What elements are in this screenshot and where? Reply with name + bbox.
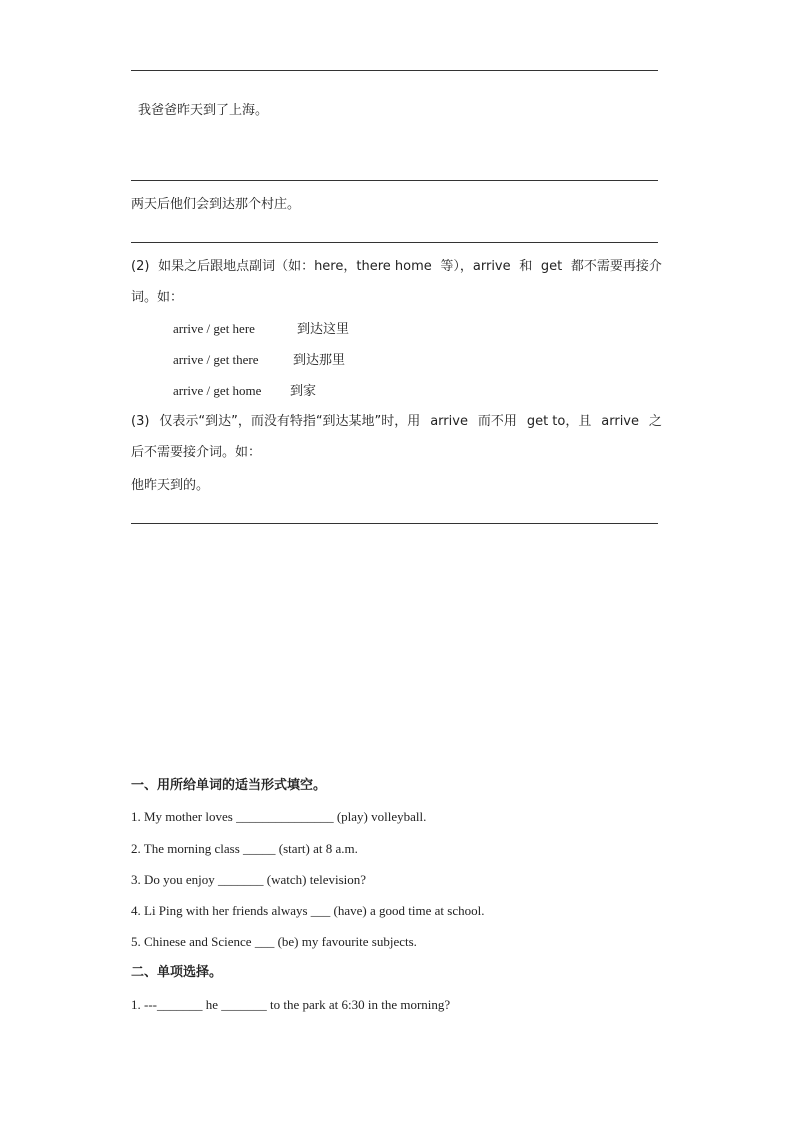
exercise-item: 1. My mother loves _______________ (play) volleyball. (131, 809, 427, 824)
answer-rule-top (131, 70, 658, 71)
example-english: arrive / get home (173, 383, 262, 398)
example-english: arrive / get here (173, 321, 255, 336)
answer-rule-1 (131, 180, 658, 181)
answer-rule-3 (131, 523, 658, 524)
example-chinese: 到家 (290, 384, 317, 399)
rule-3-line-2: 后不需要接介词。如： (131, 445, 262, 460)
example-pair (173, 351, 345, 370)
example-sentence-1: 我爸爸昨天到了上海。 (138, 103, 269, 118)
example-english: arrive / get there (173, 352, 259, 367)
exercise-item: 3. Do you enjoy _______ (watch) television? (131, 872, 367, 887)
example-chinese: 到达这里 (297, 322, 350, 337)
rule-3-line-1: (3) 仅表示“到达”，而没有特指“到达某地”时，用 arrive 而不用 get to，且 arrive 之 (131, 414, 662, 429)
example-pair (173, 320, 349, 339)
example-chinese: 到达那里 (293, 353, 346, 368)
rule-2-line-1: (2) 如果之后跟地点副词（如：here，there home 等），arrive 和 get 都不需要再接介 (131, 259, 662, 274)
answer-rule-2 (131, 242, 658, 243)
exercise-item: 1. ---_______ he _______ to the park at 6:30 in the morning? (131, 997, 451, 1012)
example-sentence-2: 两天后他们会到达那个村庄。 (131, 197, 301, 212)
section-2-title: 二、单项选择。 (131, 965, 223, 980)
rule-2-line-2: 词。如： (131, 290, 184, 305)
exercise-item: 2. The morning class _____ (start) at 8 a.m. (131, 841, 358, 856)
example-pair (173, 382, 316, 401)
exercise-item: 4. Li Ping with her friends always ___ (have) a good time at school. (131, 903, 485, 918)
exercise-item: 5. Chinese and Science ___ (be) my favourite subjects. (131, 934, 417, 949)
section-1-title: 一、用所给单词的适当形式填空。 (131, 778, 327, 793)
example-sentence-3: 他昨天到的。 (131, 478, 210, 493)
